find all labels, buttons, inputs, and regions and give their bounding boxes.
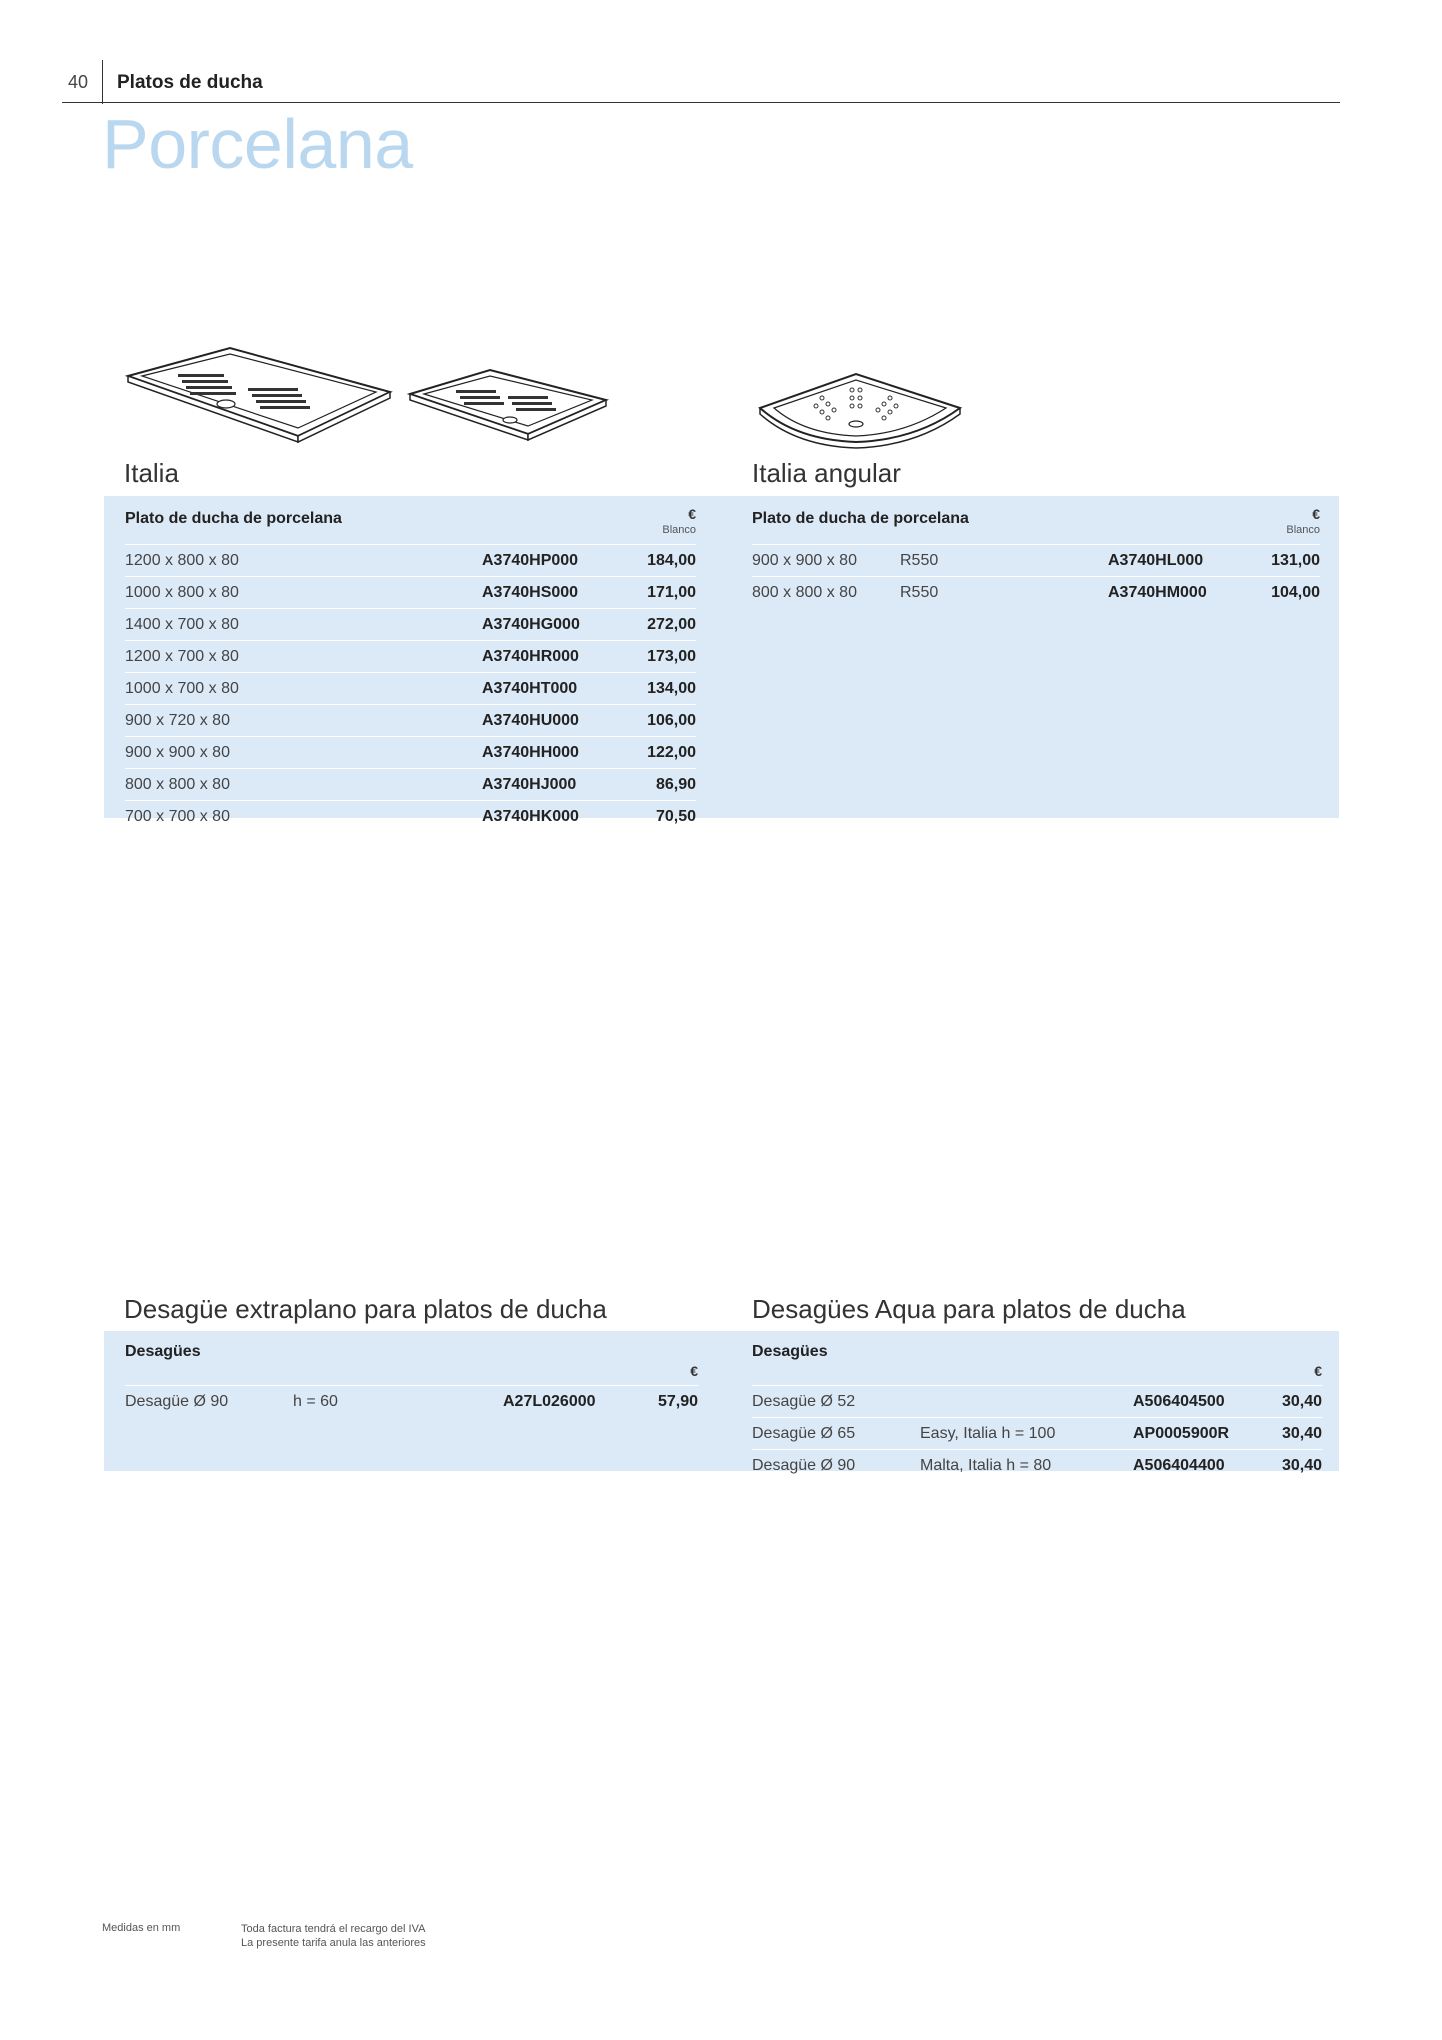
price-cell: 70,50	[622, 801, 696, 833]
drain-spec-cell: Easy, Italia h = 100	[920, 1418, 1133, 1450]
code-cell: A3740HK000	[482, 801, 622, 833]
price-cell: 106,00	[622, 705, 696, 737]
code-cell: A3740HR000	[482, 641, 622, 673]
header-rule	[62, 102, 1340, 103]
footer-tarifa-note: La presente tarifa anula las anteriores	[241, 1937, 426, 1949]
table-row	[125, 609, 696, 641]
price-cell: 30,40	[1263, 1386, 1322, 1418]
desague-extraplano-table	[125, 1385, 698, 1417]
code-cell: A3740HP000	[482, 545, 622, 577]
table-row	[752, 545, 1320, 577]
desague-extraplano-table-label: Desagües	[125, 1343, 201, 1360]
code-cell: A27L026000	[503, 1386, 633, 1418]
shower-tray-italia-angular-image	[756, 368, 966, 452]
table-row	[125, 801, 696, 833]
shower-tray-italia-large-image	[120, 340, 400, 450]
drain-name-cell: Desagüe Ø 65	[752, 1418, 920, 1450]
italia-currency: €	[688, 506, 696, 522]
price-cell: 30,40	[1263, 1418, 1322, 1450]
table-row	[125, 673, 696, 705]
table-row	[752, 1386, 1322, 1418]
price-cell: 131,00	[1250, 545, 1320, 577]
desagues-aqua-table	[752, 1385, 1322, 1481]
size-cell: 1000 x 700 x 80	[125, 673, 482, 705]
code-cell: A3740HU000	[482, 705, 622, 737]
drain-spec-cell: h = 60	[293, 1386, 503, 1418]
desagues-aqua-currency: €	[1314, 1363, 1322, 1379]
drain-name-cell: Desagüe Ø 52	[752, 1386, 920, 1418]
size-cell: 1400 x 700 x 80	[125, 609, 482, 641]
code-cell: A3740HG000	[482, 609, 622, 641]
drain-name-cell: Desagüe Ø 90	[125, 1386, 293, 1418]
italia-table	[125, 544, 696, 832]
italia-finish: Blanco	[662, 524, 696, 536]
price-cell: 272,00	[622, 609, 696, 641]
size-cell: 900 x 900 x 80	[125, 737, 482, 769]
table-row	[125, 577, 696, 609]
table-row	[125, 641, 696, 673]
size-cell: 800 x 800 x 80	[125, 769, 482, 801]
code-cell: A3740HS000	[482, 577, 622, 609]
size-cell: 900 x 900 x 80	[752, 545, 900, 577]
code-cell: A506404500	[1133, 1386, 1263, 1418]
size-cell: 800 x 800 x 80	[752, 577, 900, 609]
table-row	[125, 737, 696, 769]
shower-tray-italia-small-image	[404, 362, 614, 446]
radius-cell: R550	[900, 577, 1108, 609]
italia-angular-finish: Blanco	[1286, 524, 1320, 536]
table-row	[752, 577, 1320, 609]
italia-table-label: Plato de ducha de porcelana	[125, 510, 342, 527]
table-row	[125, 545, 696, 577]
section-label: Platos de ducha	[117, 72, 263, 93]
code-cell: A506404400	[1133, 1450, 1263, 1482]
desagues-aqua-panel	[731, 1331, 1339, 1474]
desague-extraplano-panel	[104, 1331, 732, 1471]
italia-angular-panel	[731, 496, 1339, 818]
italia-angular-title: Italia angular	[752, 458, 901, 488]
table-row	[752, 1418, 1322, 1450]
size-cell: 700 x 700 x 80	[125, 801, 482, 833]
page-title: Porcelana	[102, 105, 413, 183]
footer-iva-note: Toda factura tendrá el recargo del IVA	[241, 1923, 426, 1935]
desague-extraplano-title: Desagüe extraplano para platos de ducha	[124, 1294, 607, 1324]
drain-spec-cell: Malta, Italia h = 80	[920, 1450, 1133, 1482]
table-row	[752, 1450, 1322, 1482]
italia-panel	[104, 496, 732, 825]
price-cell: 134,00	[622, 673, 696, 705]
italia-title: Italia	[124, 458, 179, 488]
desague-extraplano-currency: €	[690, 1363, 698, 1379]
size-cell: 900 x 720 x 80	[125, 705, 482, 737]
footer-legal-notes	[241, 1922, 426, 1950]
drain-name-cell: Desagüe Ø 90	[752, 1450, 920, 1482]
price-cell: 184,00	[622, 545, 696, 577]
size-cell: 1200 x 700 x 80	[125, 641, 482, 673]
desagues-aqua-title: Desagües Aqua para platos de ducha	[752, 1294, 1186, 1324]
desagues-aqua-table-label: Desagües	[752, 1343, 828, 1360]
table-row	[125, 769, 696, 801]
italia-angular-table	[752, 544, 1320, 608]
price-cell: 86,90	[622, 769, 696, 801]
code-cell: AP0005900R	[1133, 1418, 1263, 1450]
size-cell: 1200 x 800 x 80	[125, 545, 482, 577]
price-cell: 122,00	[622, 737, 696, 769]
code-cell: A3740HT000	[482, 673, 622, 705]
price-cell: 30,40	[1263, 1450, 1322, 1482]
footer-units-note: Medidas en mm	[102, 1922, 181, 1934]
price-cell: 104,00	[1250, 577, 1320, 609]
table-row	[125, 1386, 698, 1418]
italia-angular-currency: €	[1312, 506, 1320, 522]
code-cell: A3740HJ000	[482, 769, 622, 801]
drain-spec-cell	[920, 1386, 1133, 1418]
code-cell: A3740HM000	[1108, 577, 1250, 609]
price-cell: 171,00	[622, 577, 696, 609]
page-number: 40	[68, 72, 89, 92]
price-cell: 57,90	[633, 1386, 698, 1418]
italia-angular-table-label: Plato de ducha de porcelana	[752, 510, 969, 527]
code-cell: A3740HH000	[482, 737, 622, 769]
code-cell: A3740HL000	[1108, 545, 1250, 577]
header-separator	[102, 60, 103, 104]
radius-cell: R550	[900, 545, 1108, 577]
table-row	[125, 705, 696, 737]
price-cell: 173,00	[622, 641, 696, 673]
size-cell: 1000 x 800 x 80	[125, 577, 482, 609]
